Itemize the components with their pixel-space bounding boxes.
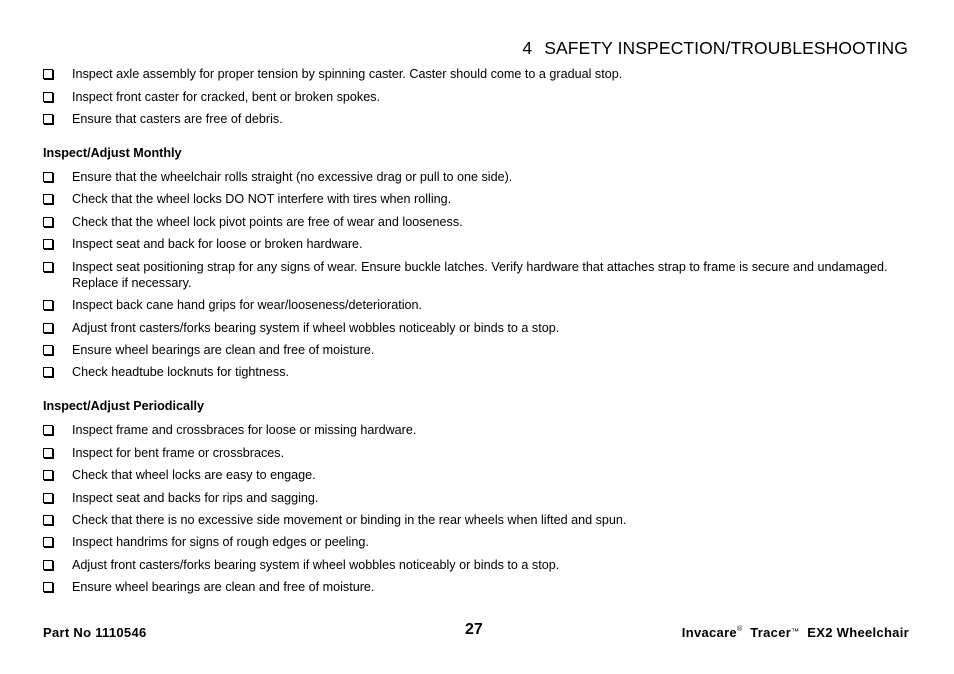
section-title: SAFETY INSPECTION/TROUBLESHOOTING — [544, 38, 908, 58]
checkbox-icon — [43, 345, 53, 355]
list-item: Inspect seat positioning strap for any signs of wear. Ensure buckle latches. Verify hardware that attaches strap to frame is secure and undamaged. Replace if necessary. — [43, 259, 909, 291]
trademark-symbol: ™ — [791, 627, 800, 636]
list-item: Inspect frame and crossbraces for loose or missing hardware. — [43, 422, 909, 438]
section-number: 4 — [522, 38, 533, 58]
checkbox-icon — [43, 367, 53, 377]
product-name — [682, 625, 909, 640]
product-descriptor: EX2 Wheelchair — [807, 625, 909, 640]
checkbox-icon — [43, 515, 53, 525]
list-item: Ensure that the wheelchair rolls straight (no excessive drag or pull to one side). — [43, 169, 909, 185]
page-number: 27 — [465, 621, 483, 638]
list-item: Check that wheel locks are easy to engage. — [43, 467, 909, 483]
list-item: Adjust front casters/forks bearing system if wheel wobbles noticeably or binds to a stop. — [43, 557, 909, 573]
list-item: Ensure wheel bearings are clean and free of moisture. — [43, 342, 909, 358]
page-content — [43, 66, 909, 595]
list-item: Inspect back cane hand grips for wear/looseness/deterioration. — [43, 297, 909, 313]
registered-mark: ® — [736, 626, 743, 633]
list-item: Check that the wheel locks DO NOT interfere with tires when rolling. — [43, 191, 909, 207]
checkbox-icon — [43, 323, 53, 333]
checkbox-icon — [43, 239, 53, 249]
section-header — [522, 38, 908, 59]
checkbox-icon — [43, 448, 53, 458]
list-item: Check that there is no excessive side movement or binding in the rear wheels when lifted and spun. — [43, 512, 909, 528]
checkbox-icon — [43, 425, 53, 435]
checkbox-icon — [43, 92, 53, 102]
periodic-checklist — [43, 422, 909, 595]
list-item: Adjust front casters/forks bearing system if wheel wobbles noticeably or binds to a stop. — [43, 320, 909, 336]
checkbox-icon — [43, 114, 53, 124]
model-name: Tracer — [750, 625, 792, 640]
list-item: Check that the wheel lock pivot points are free of wear and looseness. — [43, 214, 909, 230]
list-item: Ensure that casters are free of debris. — [43, 111, 909, 127]
checkbox-icon — [43, 493, 53, 503]
checkbox-icon — [43, 194, 53, 204]
section-heading-periodically: Inspect/Adjust Periodically — [43, 399, 204, 413]
checkbox-icon — [43, 69, 53, 79]
list-item: Ensure wheel bearings are clean and free of moisture. — [43, 579, 909, 595]
checkbox-icon — [43, 217, 53, 227]
list-item: Inspect seat and backs for rips and sagging. — [43, 490, 909, 506]
checkbox-icon — [43, 300, 53, 310]
checkbox-icon — [43, 172, 53, 182]
top-checklist — [43, 66, 909, 127]
list-item: Inspect axle assembly for proper tension by spinning caster. Caster should come to a gradual stop. — [43, 66, 909, 82]
checkbox-icon — [43, 470, 53, 480]
list-item: Check headtube locknuts for tightness. — [43, 364, 909, 380]
checkbox-icon — [43, 262, 53, 272]
checkbox-icon — [43, 560, 53, 570]
page-footer — [43, 622, 909, 642]
list-item: Inspect seat and back for loose or broken hardware. — [43, 236, 909, 252]
brand-name: Invacare — [681, 625, 737, 640]
section-heading-monthly: Inspect/Adjust Monthly — [43, 146, 182, 160]
monthly-checklist — [43, 169, 909, 380]
list-item: Inspect for bent frame or crossbraces. — [43, 445, 909, 461]
list-item: Inspect handrims for signs of rough edges or peeling. — [43, 534, 909, 550]
checkbox-icon — [43, 537, 53, 547]
checkbox-icon — [43, 582, 53, 592]
part-number: Part No 1110546 — [43, 625, 147, 640]
list-item: Inspect front caster for cracked, bent or broken spokes. — [43, 89, 909, 105]
